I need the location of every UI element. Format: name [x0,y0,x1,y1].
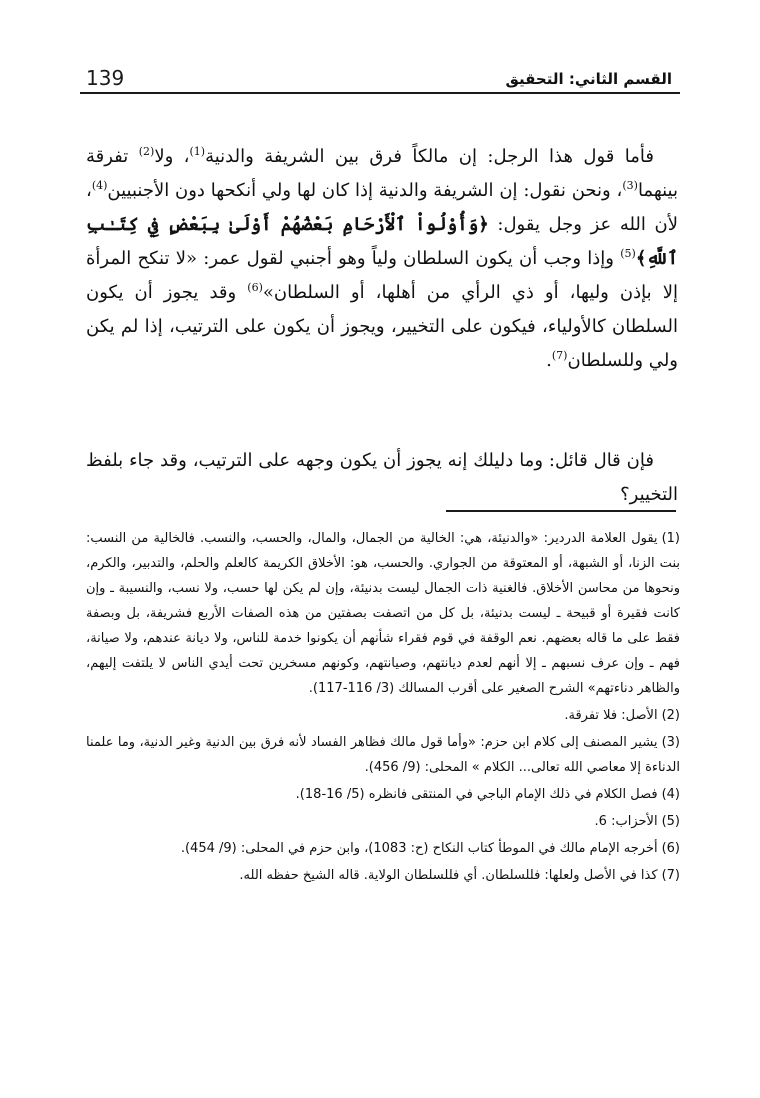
footnote-text: كذا في الأصل ولعلها: فللسلطان. أي فللسلطان الولاية. قاله الشيخ حفظه الله. [239,868,658,883]
footnote-ref-4[interactable]: (4) [91,179,108,192]
text-segment: وقد يجوز أن يكون السلطان كالأولياء، فيكون على التخيير، ويجوز أن يكون على الترتيب، إذا لم يكن ولي وللسلطان [86,282,678,371]
footnote-separator [446,510,676,512]
running-head: القسم الثاني: التحقيق [505,70,672,88]
footnote-2 [86,703,680,728]
text-segment: ، لأن الله عز وجل يقول: [86,180,678,235]
text-segment: ، ونحن نقول: إن الشريفة والدنية إذا كان لها ولي أنكحها دون الأجنبيين [107,180,623,201]
text-segment: . [546,350,552,371]
footnote-number: (1) [661,531,680,546]
footnote-number: (6) [661,841,680,856]
footnote-ref-2[interactable]: (2) [138,145,155,158]
footnote-number: (3) [661,735,680,750]
text-segment: وإذا وجب أن يكون السلطان ولياً وهو أجنبي لقول عمر: «لا تنكح المرأة إلا بإذن وليها، أو ذي الرأي من أهلها، أو السلطان» [86,248,678,303]
footnote-3 [86,730,680,780]
question-paragraph-block [86,444,678,512]
quran-verse: ﴿وَأُوْلُواْ ٱلْأَرْحَامِ بَعْضُهُمْ أَوْلَىٰ بِبَعْضٍ فِي كِتَـٰبِ ٱللَّهِ﴾ [86,214,678,269]
main-paragraph [86,140,678,378]
paragraph-2: فإن قال قائل: وما دليلك إنه يجوز أن يكون وجهه على الترتيب، وقد جاء بلفظ التخيير؟ [86,450,678,505]
footnote-4 [86,782,680,807]
page-number: 139 [86,66,125,90]
footnote-text: يشير المصنف إلى كلام ابن حزم: «وأما قول مالك فظاهر الفساد لأنه فرق بين الدنية وغير الدنية، وما علمنا الدناءة إلا معاصي الله تعالى... الكلام » المحلى: (9/ 456). [86,735,680,775]
footnote-text: أخرجه الإمام مالك في الموطأ كتاب النكاح (ح: 1083)، وابن حزم في المحلى: (9/ 454). [180,841,658,856]
footnote-7 [86,863,680,888]
footnote-ref-1[interactable]: (1) [189,145,206,158]
text-segment: فأما قول هذا الرجل: إن مالكاً فرق بين الشريفة والدنية [205,146,654,167]
footnote-number: (7) [661,868,680,883]
footnote-number: (4) [661,787,680,802]
footnote-text: الأصل: فلا تفرقة. [564,708,658,723]
footnote-ref-3[interactable]: (3) [622,179,638,192]
footnotes [86,526,680,890]
text-segment: تفرقة بينهما [86,146,678,201]
footnote-text: فصل الكلام في ذلك الإمام الباجي في المنتقى فانظره (5/ 16-18). [295,787,658,802]
footnote-number: (2) [661,708,680,723]
footnote-5 [86,809,680,834]
footnote-text: يقول العلامة الدردير: «والدنيئة، هي: الخالية من الجمال، والمال، والحسب، والنسب. فالخالية من النسب: بنت الزنا، أو الشبهة، أو المعتوقة من الجواري. والحسب، هو: الأخلاق الكريمة كالعلم والحلم، والتدبير، والكرم، ونحوها من محاسن الأخلاق. فالغنية ذات الجمال ليست بدنيئة، وإن لم يكن لها حسب، ولا نسب، والنسيبة ـ وإن كانت فقيرة أو قبيحة ـ ليست بدنيئة، بل كل من اتصفت بصفتين من هذه الصفات الأربع فشريفة، بل وبصفة فقط على ما قاله بعضهم. نعم الوقفة في قوم فقراء شأنهم أن يكونوا خدمة للناس، ولا ديانة عندهم، ولا صيانة، فهم ـ وإن عرف نسبهم ـ إلا أنهم لعدم ديانتهم، وصيانتهم، وكونهم مسخرين تحت أيدي الناس لا يلتفت إليهم، والظاهر دناءتهم» الشرح الصغير على أقرب المسالك (3/ 116-117). [86,531,680,696]
footnote-ref-6[interactable]: (6) [247,281,263,294]
footnote-ref-5[interactable]: (5) [620,247,636,260]
paragraph-1 [86,140,678,378]
footnote-6 [86,836,680,861]
footnote-ref-7[interactable]: (7) [551,349,568,362]
footnote-number: (5) [661,814,680,829]
text-segment: ، ولا [154,146,190,167]
header-rule [80,92,680,94]
footnote-text: الأحزاب: 6. [594,814,658,829]
footnote-1 [86,526,680,701]
